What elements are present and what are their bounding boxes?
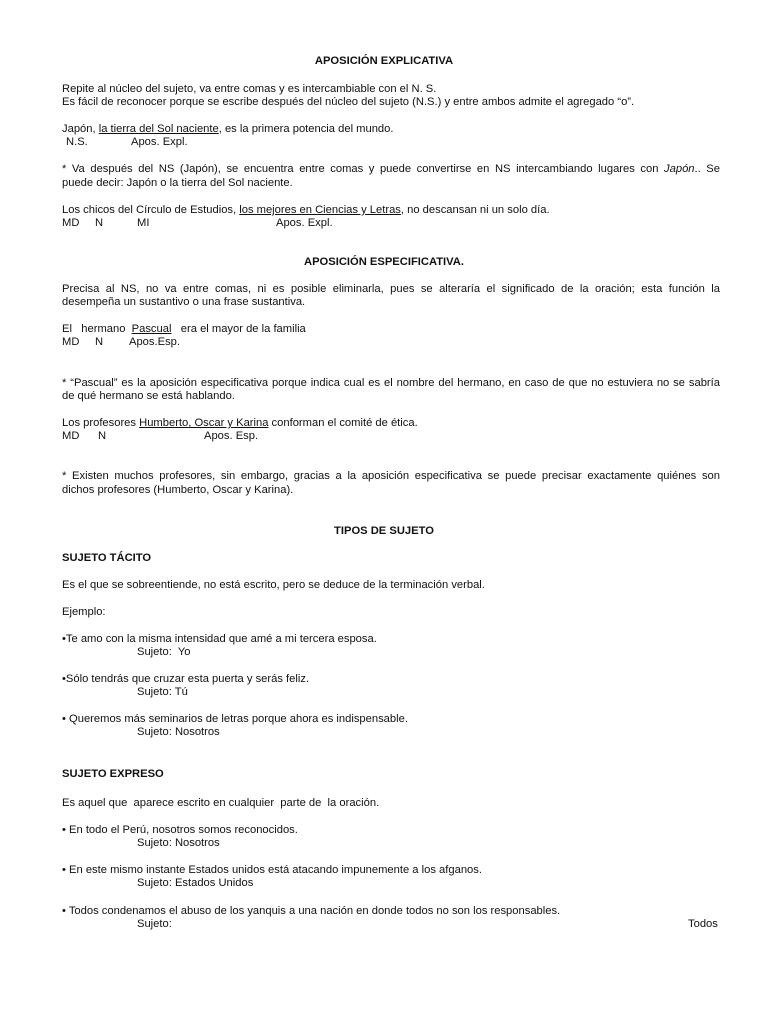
tacito-example-subject: Sujeto: Yo — [137, 646, 191, 658]
especificativa-example-2 — [62, 417, 418, 430]
section-title-explicativa: APOSICIÓN EXPLICATIVA — [314, 55, 454, 67]
especificativa-note-2-line-1: * Existen muchos profesores, sin embargo, gracias a la aposición especificativa se puede precisar exactamente quiénes son — [62, 470, 720, 482]
example-text: El hermano — [62, 323, 132, 335]
note-italic: Japón — [664, 163, 695, 175]
tag-md: MD — [62, 217, 80, 229]
especificativa-note-2-line-2: dichos profesores (Humberto, Oscar y Karina). — [62, 484, 294, 496]
tag-apos-expl: Apos. Expl. — [131, 136, 188, 148]
example-text: , es la primera potencia del mundo. — [218, 123, 394, 135]
tag-mi: MI — [137, 217, 150, 229]
example-text: , no descansan ni un solo día. — [400, 204, 550, 216]
expreso-example-subject-value: Todos — [688, 918, 718, 930]
example-text: conforman el comité de ética. — [268, 417, 418, 429]
tag-apos-esp: Apos.Esp. — [129, 336, 180, 348]
tacito-example-sentence: •Te amo con la misma intensidad que amé a mi tercera esposa. — [62, 633, 377, 645]
apposition-underlined: Pascual — [131, 323, 172, 335]
expreso-example-sentence: • Todos condenamos el abuso de los yanquis a una nación en donde todos no son los responsables. — [62, 905, 561, 917]
example-text: Los chicos del Círculo de Estudios, — [62, 204, 240, 216]
tag-apos-expl: Apos. Expl. — [276, 217, 333, 229]
explicativa-note-line-2: puede decir: Japón o la tierra del Sol naciente. — [62, 177, 293, 189]
tag-md: MD — [62, 430, 80, 442]
explicativa-example-1 — [62, 123, 393, 136]
expreso-example-subject: Sujeto: Estados Unidos — [137, 877, 254, 889]
tacito-example-sentence: •Sólo tendrás que cruzar esta puerta y serás feliz. — [62, 673, 310, 685]
tacito-example-subject: Sujeto: Tú — [137, 686, 188, 698]
subsection-title-sujeto-expreso: SUJETO EXPRESO — [62, 768, 164, 780]
tag-n: N — [95, 336, 104, 348]
expreso-example-sentence: • En este mismo instante Estados unidos está atacando impunemente a los afganos. — [62, 864, 482, 876]
tag-ns: N.S. — [66, 136, 88, 148]
explicativa-definition-line-1: Repite al núcleo del sujeto, va entre comas y es intercambiable con el N. S. — [62, 83, 437, 95]
note-text: .. Se — [694, 163, 720, 175]
subsection-title-sujeto-tacito: SUJETO TÁCITO — [62, 552, 152, 564]
especificativa-note-1-line-1: * “Pascual” es la aposición especificativa porque indica cual es el nombre del hermano, en caso de que no estuviera no se sabría — [62, 377, 720, 389]
sujeto-expreso-definition: Es aquel que aparece escrito en cualquier parte de la oración. — [62, 797, 380, 809]
expreso-example-subject: Sujeto: Nosotros — [137, 837, 220, 849]
note-text: * Va después del NS (Japón), se encuentra entre comas y puede convertirse en NS intercambiando lugares con — [62, 163, 665, 175]
tag-n: N — [95, 217, 104, 229]
apposition-underlined: Humberto, Oscar y Karina — [139, 417, 269, 429]
section-title-tipos-de-sujeto: TIPOS DE SUJETO — [334, 525, 434, 537]
especificativa-note-1-line-2: de qué hermano se está hablando. — [62, 390, 235, 402]
example-text: era el mayor de la familia — [171, 323, 306, 335]
tacito-example-subject: Sujeto: Nosotros — [137, 726, 220, 738]
example-text: Japón, — [62, 123, 99, 135]
sujeto-tacito-definition: Es el que se sobreentiende, no está escrito, pero se deduce de la terminación verbal. — [62, 579, 485, 591]
tag-apos-esp: Apos. Esp. — [204, 430, 259, 442]
tacito-example-sentence: • Queremos más seminarios de letras porque ahora es indispensable. — [62, 713, 408, 725]
explicativa-definition-line-2: Es fácil de reconocer porque se escribe después del núcleo del sujeto (N.S.) y entre ambos admite el agregado “o”. — [62, 96, 635, 108]
apposition-underlined: los mejores en Ciencias y Letras — [239, 204, 401, 216]
tag-n: N — [98, 430, 107, 442]
apposition-underlined: la tierra del Sol naciente — [98, 123, 219, 135]
section-title-especificativa: APOSICIÓN ESPECIFICATIVA. — [304, 256, 464, 268]
especificativa-example-1 — [62, 323, 306, 336]
especificativa-definition-line-1: Precisa al NS, no va entre comas, ni es posible eliminarla, pues se alteraría el significado de la oración; esta función la — [62, 283, 720, 295]
explicativa-example-2 — [62, 204, 550, 217]
especificativa-definition-line-2: desempeña un sustantivo o una frase sustantiva. — [62, 296, 306, 308]
expreso-example-subject: Sujeto: — [137, 918, 172, 930]
example-text: Los profesores — [62, 417, 140, 429]
tag-md: MD — [62, 336, 80, 348]
explicativa-note-line-1 — [62, 163, 720, 176]
example-label: Ejemplo: — [62, 606, 106, 618]
expreso-example-sentence: • En todo el Perú, nosotros somos reconocidos. — [62, 824, 298, 836]
